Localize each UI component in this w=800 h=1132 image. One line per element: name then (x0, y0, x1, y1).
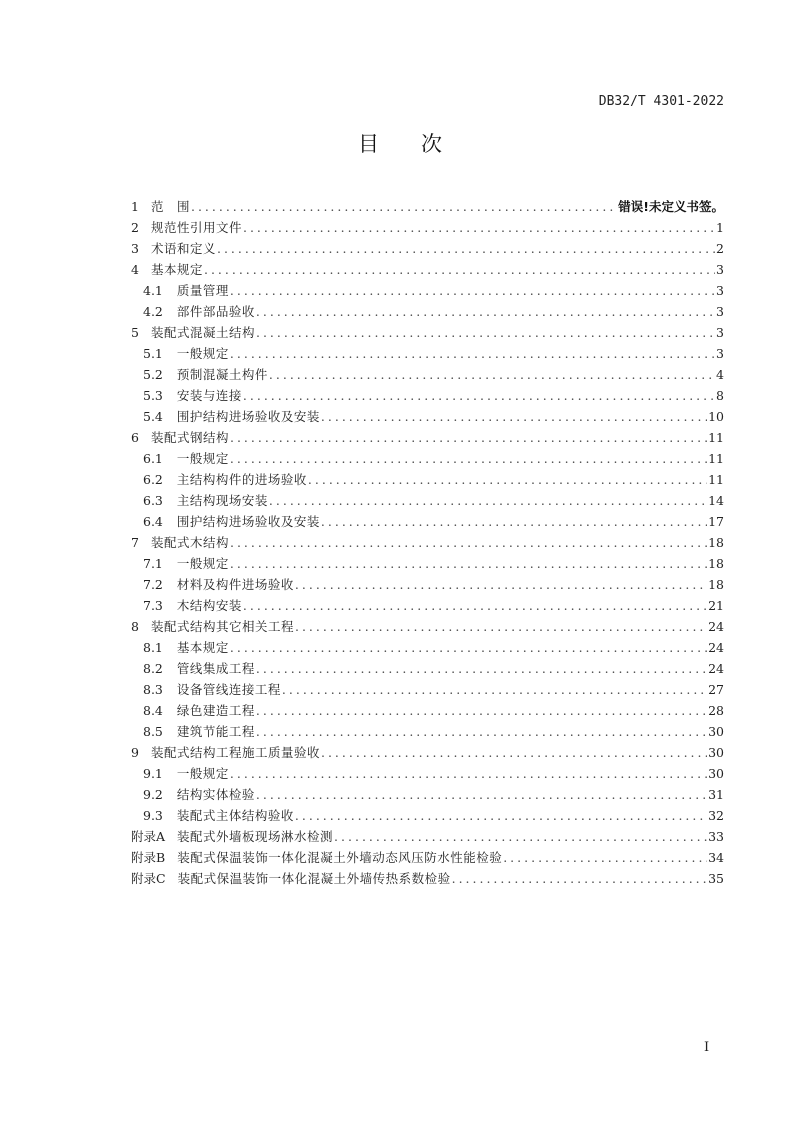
toc-entry[interactable] (131, 448, 724, 469)
dot-leader (295, 616, 707, 637)
toc-entry-number: 4 (131, 262, 139, 277)
toc-entry-number: 5 (131, 325, 139, 340)
table-of-contents (131, 196, 724, 889)
toc-entry-label[interactable]: 围护结构进场验收及安装 (176, 409, 320, 424)
dot-leader (269, 490, 707, 511)
toc-entry-number: 6.4 (143, 514, 163, 529)
page-title: 目次 (358, 132, 484, 156)
dot-leader (256, 658, 707, 679)
toc-entry[interactable] (131, 721, 724, 742)
toc-entry-number: 6 (131, 430, 139, 445)
dot-leader (230, 553, 707, 574)
toc-entry-number: 附录B (131, 850, 166, 865)
toc-entry-number: 5.4 (143, 409, 163, 424)
toc-entry-page[interactable]: 3 (716, 262, 724, 277)
toc-entry-label[interactable]: 装配式钢结构 (150, 430, 229, 445)
toc-entry[interactable] (131, 805, 724, 826)
dot-leader (256, 322, 715, 343)
dot-leader (321, 406, 707, 427)
dot-leader (191, 196, 617, 217)
toc-entry-page[interactable]: 30 (708, 724, 724, 739)
dot-leader (452, 868, 708, 889)
toc-entry[interactable] (131, 322, 724, 343)
toc-entry-page[interactable]: 35 (708, 871, 724, 886)
dot-leader (269, 364, 715, 385)
toc-entry-page[interactable]: 27 (708, 682, 724, 697)
dot-leader (321, 742, 707, 763)
toc-entry[interactable] (131, 532, 724, 553)
toc-entry-number: 8.2 (143, 661, 163, 676)
toc-entry[interactable] (131, 553, 724, 574)
toc-entry-label[interactable]: 装配式外墙板现场淋水检测 (177, 829, 334, 844)
toc-entry-number: 7.3 (143, 598, 163, 613)
dot-leader (230, 280, 715, 301)
toc-entry-label[interactable]: 建筑节能工程 (176, 724, 255, 739)
toc-entry-number: 3 (131, 241, 139, 256)
toc-entry-page[interactable]: 17 (708, 514, 724, 529)
dot-leader (256, 301, 715, 322)
toc-entry-page[interactable]: 32 (708, 808, 724, 823)
toc-entry-page[interactable]: 3 (716, 304, 724, 319)
dot-leader (243, 217, 715, 238)
dot-leader (243, 595, 707, 616)
toc-entry[interactable] (131, 679, 724, 700)
toc-entry[interactable] (131, 385, 724, 406)
toc-entry-label[interactable]: 材料及构件进场验收 (176, 577, 294, 592)
toc-entry-number: 7 (131, 535, 139, 550)
toc-entry-label[interactable]: 范 围 (150, 199, 190, 214)
toc-entry-page[interactable]: 33 (708, 829, 724, 844)
toc-entry[interactable] (131, 196, 724, 217)
dot-leader (256, 721, 707, 742)
toc-entry-label[interactable]: 装配式保温装饰一体化混凝土外墙动态风压防水性能检验 (177, 850, 503, 865)
toc-entry-page[interactable]: 34 (708, 850, 724, 865)
toc-entry-number: 9.1 (143, 766, 163, 781)
toc-entry-label[interactable]: 一般规定 (176, 346, 229, 361)
toc-entry[interactable] (131, 595, 724, 616)
toc-entry-number: 9.2 (143, 787, 163, 802)
toc-entry-page[interactable]: 18 (708, 577, 724, 592)
toc-entry-number: 5.3 (143, 388, 163, 403)
toc-entry-label[interactable]: 装配式木结构 (150, 535, 229, 550)
toc-entry[interactable] (131, 763, 724, 784)
dot-leader (230, 427, 707, 448)
toc-entry-number: 8.5 (143, 724, 163, 739)
dot-leader (230, 763, 707, 784)
toc-entry-label[interactable]: 预制混凝土构件 (176, 367, 268, 382)
toc-entry-page[interactable]: 30 (708, 745, 724, 760)
dot-leader (256, 700, 707, 721)
dot-leader (321, 511, 707, 532)
toc-entry-page[interactable]: 3 (716, 325, 724, 340)
toc-entry-label[interactable]: 设备管线连接工程 (176, 682, 281, 697)
toc-entry[interactable] (131, 343, 724, 364)
dot-leader (295, 805, 707, 826)
toc-entry-label[interactable]: 质量管理 (176, 283, 229, 298)
toc-entry-label[interactable]: 基本规定 (176, 640, 229, 655)
toc-entry-page[interactable]: 28 (708, 703, 724, 718)
toc-entry-label[interactable]: 规范性引用文件 (150, 220, 242, 235)
toc-entry-page[interactable]: 11 (708, 472, 724, 487)
toc-entry-label[interactable]: 一般规定 (176, 766, 229, 781)
toc-entry-label[interactable]: 装配式混凝土结构 (150, 325, 255, 340)
dot-leader (334, 826, 707, 847)
toc-entry-page[interactable]: 30 (708, 766, 724, 781)
toc-entry[interactable] (131, 847, 724, 868)
toc-entry[interactable] (131, 637, 724, 658)
toc-entry-page[interactable]: 3 (716, 346, 724, 361)
dot-leader (256, 784, 707, 805)
toc-entry-label[interactable]: 主结构构件的进场验收 (176, 472, 307, 487)
toc-entry-number: 8.3 (143, 682, 163, 697)
toc-entry-label[interactable]: 基本规定 (150, 262, 203, 277)
document-code: DB32/T 4301-2022 (598, 94, 724, 109)
toc-entry[interactable] (131, 784, 724, 805)
toc-entry-page[interactable]: 24 (708, 640, 724, 655)
toc-entry-number: 6.2 (143, 472, 163, 487)
toc-entry[interactable] (131, 238, 724, 259)
toc-entry-label[interactable]: 一般规定 (176, 556, 229, 571)
toc-entry-page[interactable]: 10 (708, 409, 724, 424)
toc-entry-page[interactable]: 1 (716, 220, 724, 235)
dot-leader (230, 448, 707, 469)
toc-entry[interactable] (131, 490, 724, 511)
toc-entry[interactable] (131, 742, 724, 763)
dot-leader (282, 679, 707, 700)
toc-entry-label[interactable]: 结构实体检验 (176, 787, 255, 802)
toc-entry-label[interactable]: 绿色建造工程 (176, 703, 255, 718)
toc-entry-label[interactable]: 术语和定义 (150, 241, 216, 256)
toc-entry[interactable] (131, 616, 724, 637)
toc-entry-page[interactable]: 4 (716, 367, 724, 382)
toc-entry[interactable] (131, 826, 724, 847)
toc-entry-page[interactable]: 11 (708, 451, 724, 466)
toc-entry-page[interactable]: 31 (708, 787, 724, 802)
toc-entry-label[interactable]: 主结构现场安装 (176, 493, 268, 508)
toc-entry-number: 附录C (131, 871, 166, 886)
toc-entry-page[interactable]: 24 (708, 619, 724, 634)
toc-entry[interactable] (131, 427, 724, 448)
toc-entry[interactable] (131, 217, 724, 238)
toc-entry-number: 7.2 (143, 577, 163, 592)
toc-entry-page[interactable]: 14 (708, 493, 724, 508)
toc-entry[interactable] (131, 406, 724, 427)
toc-entry[interactable] (131, 658, 724, 679)
toc-entry-page[interactable]: 24 (708, 661, 724, 676)
toc-entry[interactable] (131, 511, 724, 532)
toc-entry[interactable] (131, 259, 724, 280)
toc-entry-number: 9.3 (143, 808, 163, 823)
toc-entry-label[interactable]: 装配式保温装饰一体化混凝土外墙传热系数检验 (177, 871, 451, 886)
toc-entry-page[interactable]: 3 (716, 283, 724, 298)
dot-leader (308, 469, 707, 490)
toc-entry[interactable] (131, 574, 724, 595)
toc-entry[interactable] (131, 700, 724, 721)
dot-leader (230, 343, 715, 364)
toc-entry[interactable] (131, 280, 724, 301)
footer-page-number: I (704, 1040, 710, 1055)
toc-entry-label[interactable]: 部件部品验收 (176, 304, 255, 319)
toc-entry-label[interactable]: 一般规定 (176, 451, 229, 466)
toc-entry[interactable] (131, 868, 724, 889)
dot-leader (295, 574, 707, 595)
toc-entry-label[interactable]: 安装与连接 (176, 388, 242, 403)
toc-entry-label[interactable]: 装配式结构其它相关工程 (150, 619, 294, 634)
toc-entry-label[interactable]: 装配式主体结构验收 (176, 808, 294, 823)
toc-entry-number: 4.2 (143, 304, 163, 319)
toc-entry-number: 5.1 (143, 346, 163, 361)
toc-entry[interactable] (131, 364, 724, 385)
toc-entry-number: 5.2 (143, 367, 163, 382)
toc-entry-page[interactable]: 21 (708, 598, 724, 613)
toc-entry-page[interactable]: 11 (708, 430, 724, 445)
toc-entry-label[interactable]: 管线集成工程 (176, 661, 255, 676)
toc-entry[interactable] (131, 301, 724, 322)
toc-entry-number: 8 (131, 619, 139, 634)
toc-entry-label[interactable]: 装配式结构工程施工质量验收 (150, 745, 320, 760)
dot-leader (503, 847, 707, 868)
toc-entry-number: 4.1 (143, 283, 163, 298)
dot-leader (230, 532, 707, 553)
dot-leader (217, 238, 715, 259)
toc-entry-number: 7.1 (143, 556, 163, 571)
toc-entry-label[interactable]: 围护结构进场验收及安装 (176, 514, 320, 529)
toc-entry-number: 2 (131, 220, 139, 235)
toc-entry[interactable] (131, 469, 724, 490)
toc-entry-number: 6.3 (143, 493, 163, 508)
toc-entry-page[interactable]: 8 (716, 388, 724, 403)
toc-entry-number: 1 (131, 199, 139, 214)
toc-entry-page[interactable]: 18 (708, 535, 724, 550)
dot-leader (204, 259, 715, 280)
dot-leader (243, 385, 715, 406)
toc-entry-number: 6.1 (143, 451, 163, 466)
dot-leader (230, 637, 707, 658)
toc-entry-page[interactable]: 2 (716, 241, 724, 256)
toc-entry-number: 8.4 (143, 703, 163, 718)
toc-entry-number: 附录A (131, 829, 166, 844)
toc-entry-label[interactable]: 木结构安装 (176, 598, 242, 613)
toc-entry-number: 9 (131, 745, 139, 760)
toc-entry-number: 8.1 (143, 640, 163, 655)
toc-entry-page[interactable]: 18 (708, 556, 724, 571)
bookmark-error-text[interactable]: 错误!未定义书签。 (618, 199, 724, 214)
